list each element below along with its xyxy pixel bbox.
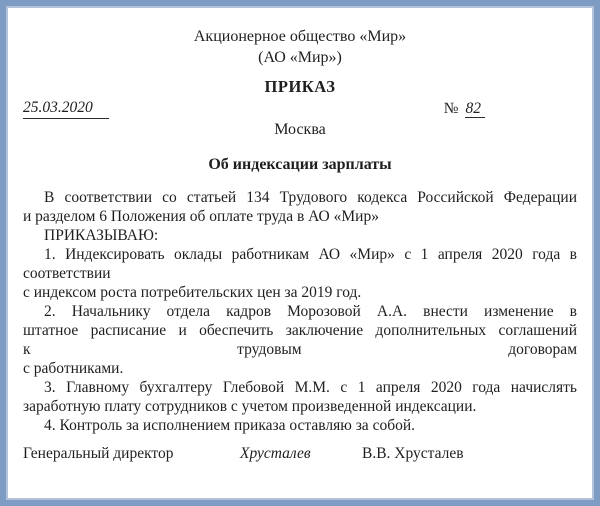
body-line: соответствии xyxy=(23,265,111,282)
order-body xyxy=(23,188,577,435)
order-date: 25.03.2020 xyxy=(23,97,109,119)
order-subject: Об индексации зарплаты xyxy=(208,156,392,173)
signatory-position: Генеральный директор xyxy=(23,445,174,462)
order-number xyxy=(444,98,485,119)
body-line: 2. Начальнику отдела кадров Морозовой А.А. внести изменение в xyxy=(44,303,577,320)
body-line: с индексом роста потребительских цен за 2019 год. xyxy=(23,284,362,301)
org-name-full: Акционерное общество «Мир» xyxy=(193,28,407,45)
body-line: 3. Главному бухгалтеру Глебовой М.М. с 1 апреля 2020 года начислять xyxy=(44,379,577,396)
number-sign: № xyxy=(443,100,459,117)
body-line: заработную плату сотрудников с учетом произведенной индексации. xyxy=(23,398,477,415)
body-line: и разделом 6 Положения об оплате труда в АО «Мир» xyxy=(23,208,379,225)
body-line: В соответствии со статьей 134 Трудового кодекса Российской Федерации xyxy=(44,189,577,206)
order-city: Москва xyxy=(274,121,326,138)
body-line: штатное расписание и обеспечить заключение дополнительных соглашений xyxy=(23,322,577,339)
org-name-short: (АО «Мир») xyxy=(258,49,342,66)
body-line: 4. Контроль за исполнением приказа оставляю за собой. xyxy=(44,417,416,434)
date-number-row xyxy=(23,97,577,119)
body-line: с работниками. xyxy=(23,360,124,377)
order-number-value: 82 xyxy=(465,100,486,118)
body-line: ПРИКАЗЫВАЮ: xyxy=(44,227,159,244)
body-line: 1. Индексировать оклады работникам АО «Мир» с 1 апреля 2020 года в xyxy=(44,246,577,263)
doc-type-heading: ПРИКАЗ xyxy=(264,77,336,96)
signature-row xyxy=(23,443,577,464)
body-line: к трудовым договорам xyxy=(23,341,577,358)
signatory-name: В.В. Хрусталев xyxy=(362,445,464,462)
signature-autograph: Хрусталев xyxy=(240,445,311,462)
